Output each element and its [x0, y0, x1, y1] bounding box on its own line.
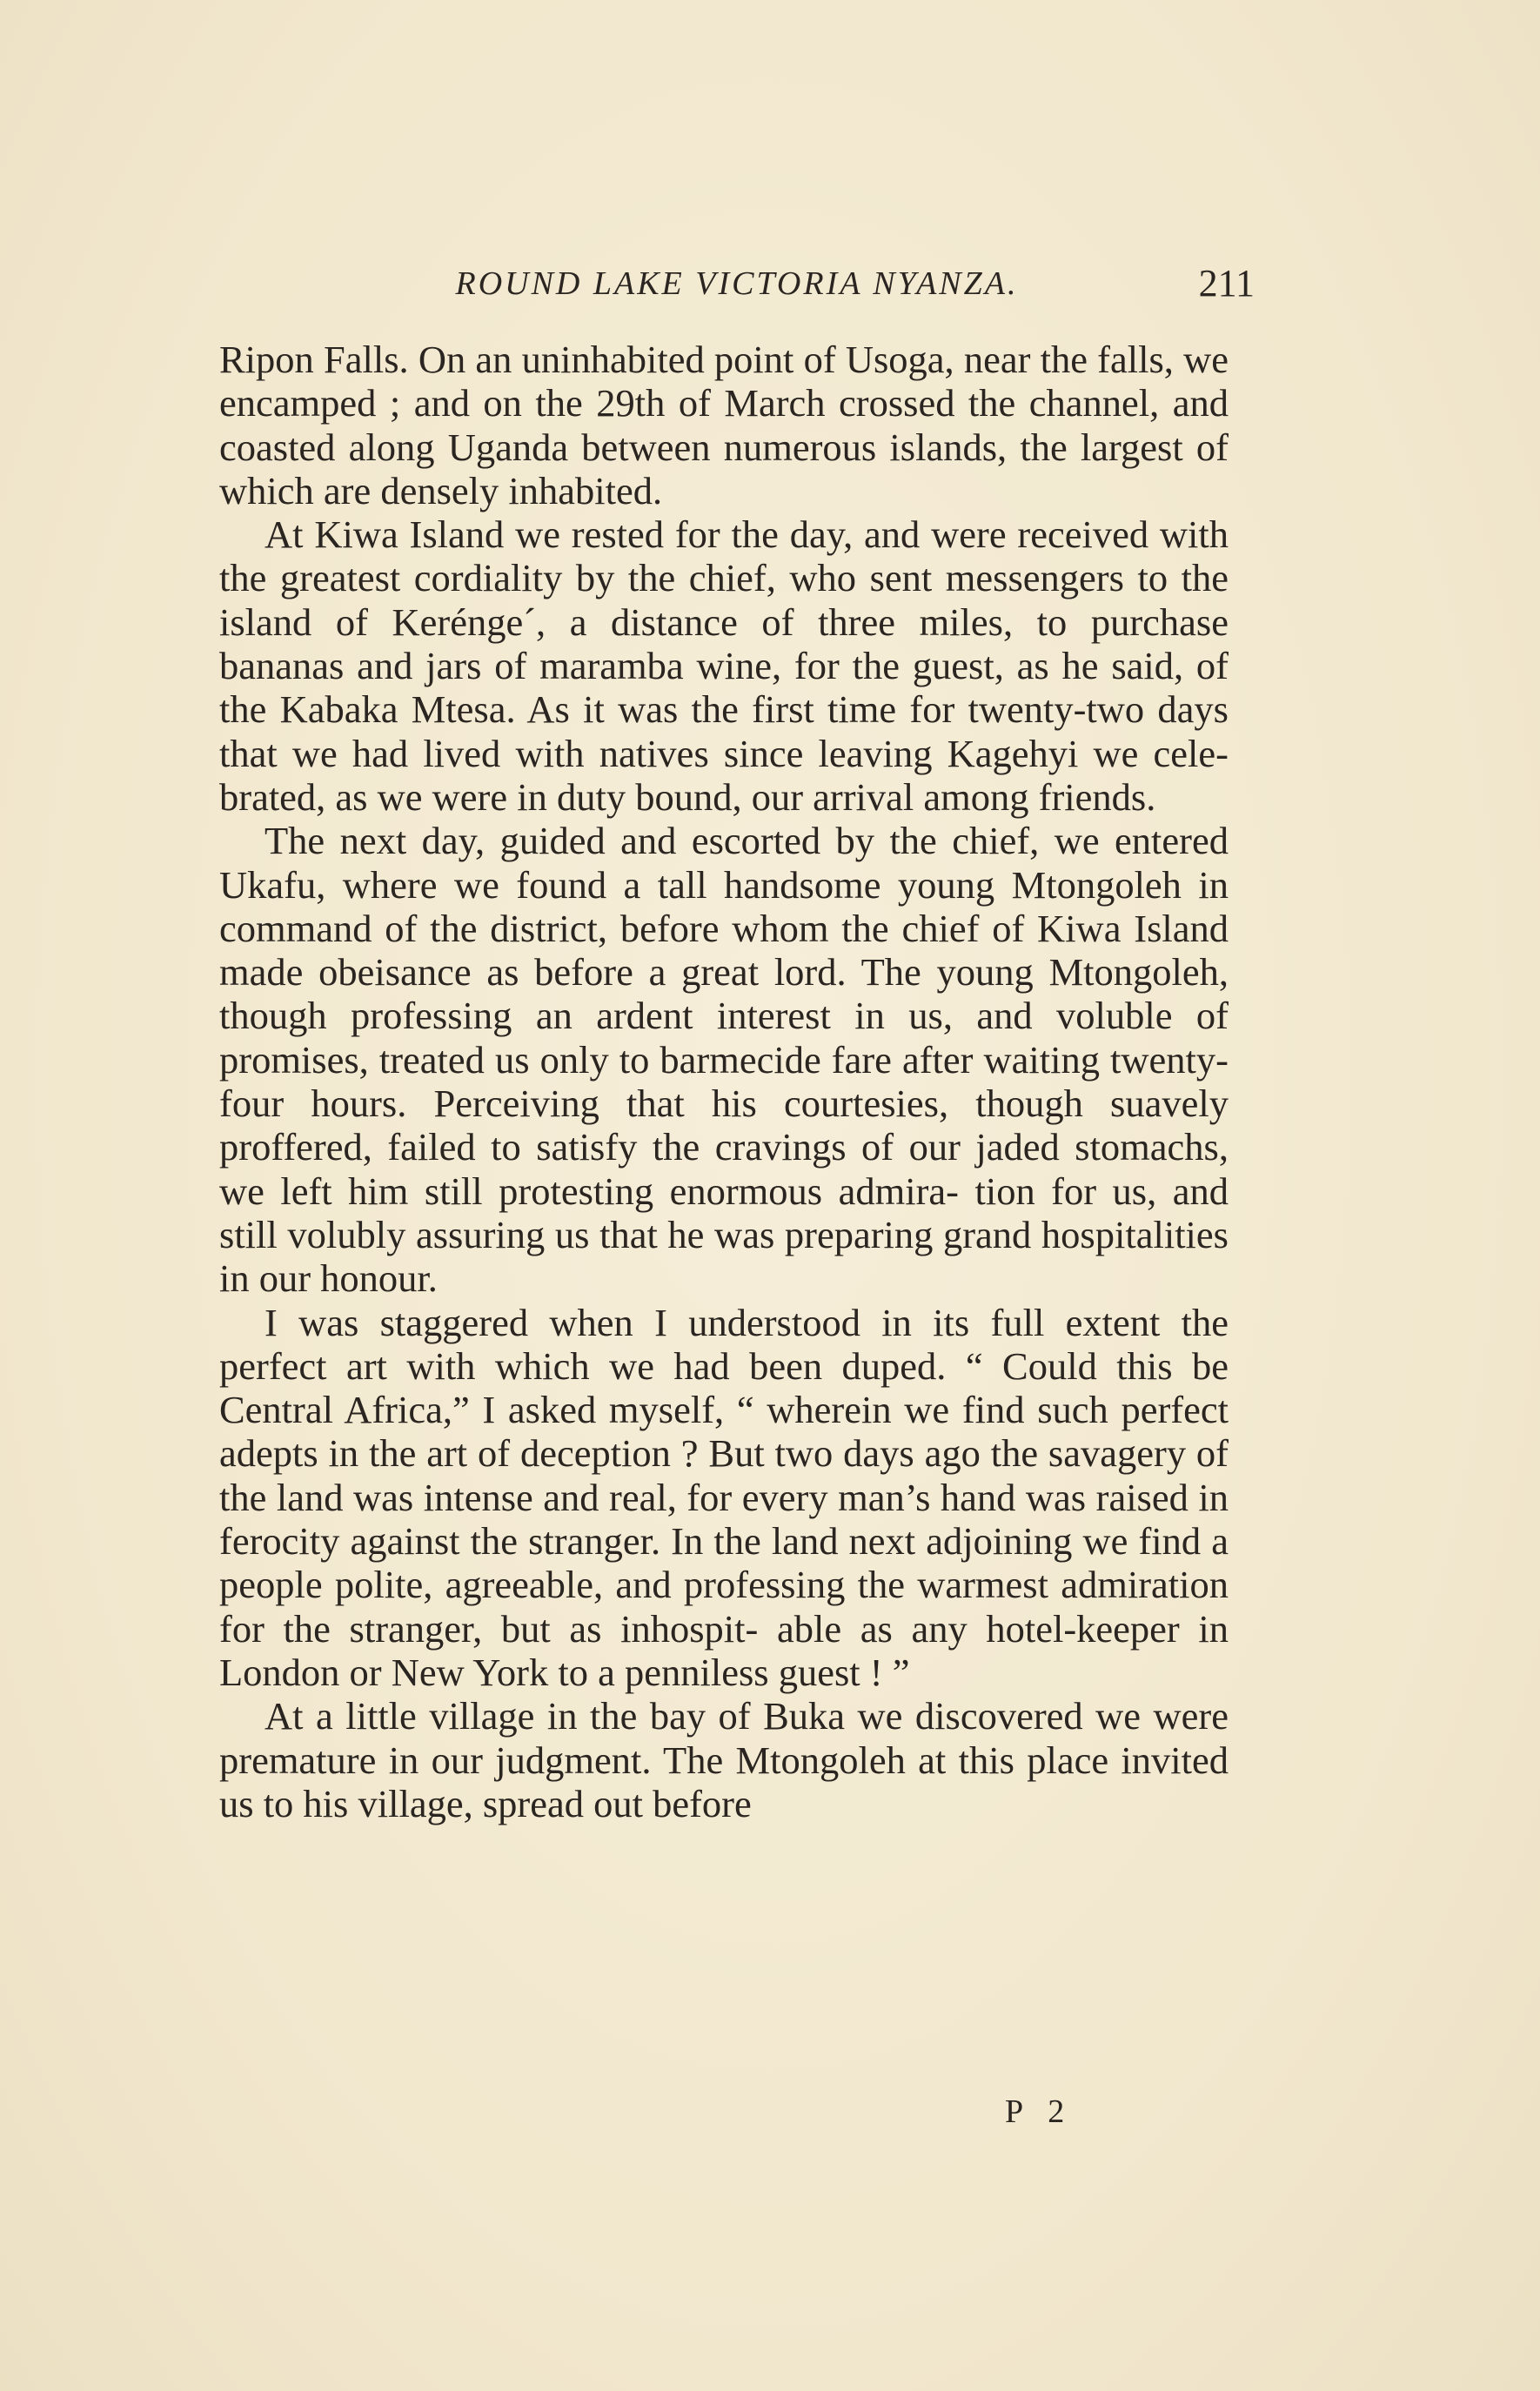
- paragraph-1: Ripon Falls. On an uninhabited point of Usoga, near the falls, we encamped ; and on the 29th of March crossed the channel, and coasted along Uganda between numerous islands, the largest of which are densely inhabited.: [219, 338, 1229, 512]
- running-title: ROUND LAKE VICTORIA NYANZA.: [455, 265, 1019, 302]
- signature-mark: P 2: [1005, 2093, 1074, 2130]
- paragraph-4: I was staggered when I understood in its full extent the perfect art with which we had been duped. “ Could this be Central Africa,” I asked myself, “ wherein we find such perfect adepts in the art of deception ? But two days ago the savagery of the land was intense and real, for every man’s hand was raised in ferocity against the stranger. In the land next adjoining we find a people polite, agreeable, and professing the warmest admiration for the stranger, but as inhospit- able as any hotel-keeper in London or New York to a penniless guest ! ”: [219, 1300, 1229, 1694]
- paragraph-2: At Kiwa Island we rested for the day, and were received with the greatest cordiality by the chief, who sent messengers to the island of Kerénge´, a distance of three miles, to purchase bananas and jars of maramba wine, for the guest, as he said, of the Kabaka Mtesa. As it was the first time for twenty-two days that we had lived with natives since leaving Kagehyi we cele- brated, as we were in duty bound, our arrival among friends.: [219, 512, 1229, 819]
- paragraph-3: The next day, guided and escorted by the chief, we entered Ukafu, where we found a tall handsome young Mtongoleh in command of the district, before whom the chief of Kiwa Island made obeisance as before a great lord. The young Mtongoleh, though professing an ardent interest in us, and voluble of promises, treated us only to barmecide fare after waiting twenty-four hours. Perceiving that his courtesies, though suavely proffered, failed to satisfy the cravings of our jaded stomachs, we left him still protesting enormous admira- tion for us, and still volubly assuring us that he was preparing grand hospitalities in our honour.: [219, 819, 1229, 1301]
- body-text: [219, 338, 1229, 1825]
- paragraph-5: At a little village in the bay of Buka we discovered we were premature in our judgment. The Mtongoleh at this place invited us to his village, spread out before: [219, 1694, 1229, 1825]
- page-number: 211: [1198, 262, 1255, 305]
- page-header: [219, 261, 1255, 313]
